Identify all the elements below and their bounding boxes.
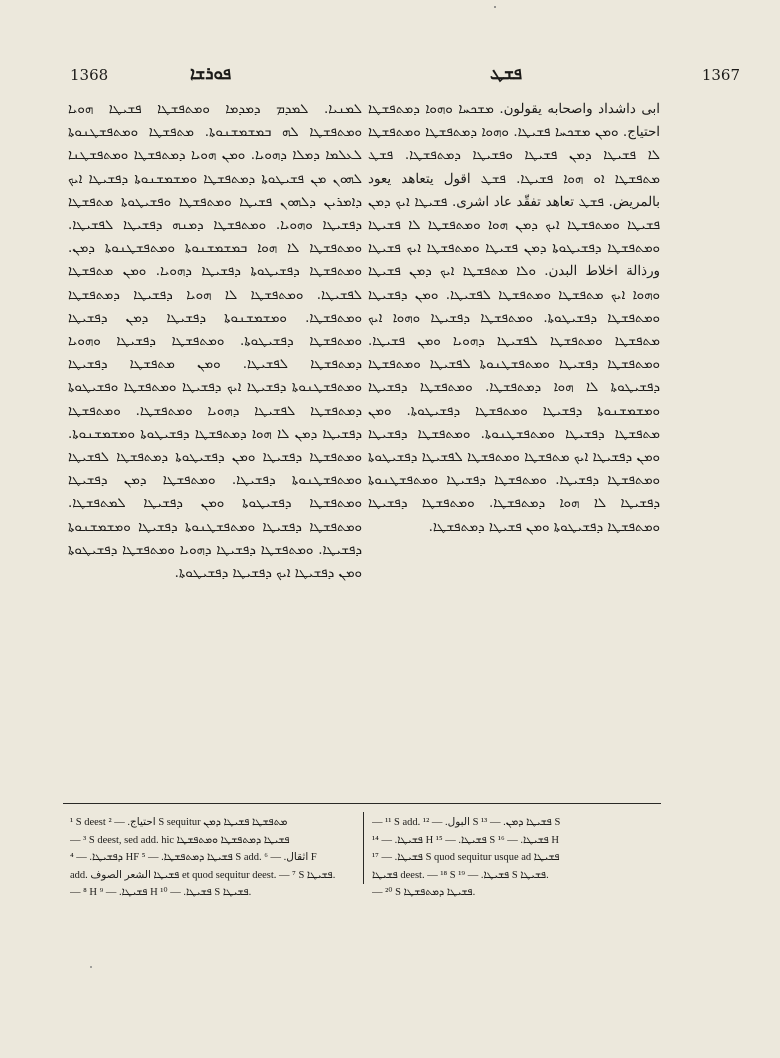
footnote-line: ¹ S deest احتياج. — ² S sequitur ܡܬܦܫܛܐ ܦܫܝܛܐ ܕܡܢ [70, 817, 288, 828]
footnote-line: ܦܫܝܛܐ deest. — ¹⁸ S ܦܫܝܛܐ. — ¹⁹ S ܦܫܝܛܐ. [372, 869, 549, 881]
footnote-line: — ²⁰ S ܦܫܝܛܐ ܕܡܬܦܫܛܐ. [372, 887, 476, 898]
footnote-line: — ³ S deest, sed add. hic ܦܫܝܛܐ ܕܡܬܦܫܛܐ ܘܡܬܦܫܛܐ [70, 834, 290, 846]
left-column [68, 98, 362, 798]
running-head-left: ܦܘܪܫܐ [190, 64, 232, 84]
footnote-line: add. ܦܫܝܛܐ الشعر الصوف et quod sequitur deest. — ⁷ S ܦܫܝܛܐ. [70, 869, 336, 881]
footnote-divider [63, 803, 661, 804]
running-head-right: ܦܫܛ [490, 64, 523, 84]
page-number-left: 1368 [70, 66, 109, 84]
page-speck [90, 966, 92, 968]
right-column [368, 98, 660, 798]
footnote-line: ܕܦܫܝܛܐ. — ⁴ HF ܦܫܝܛܐ ܕܡܬܦܫܛܐ. — ⁵ S add. اثقال. — ⁶ F [70, 852, 317, 863]
page-mark [494, 6, 496, 8]
right-column-text: ابی داشداد واصحابه يقولون. ܡܫܟܚܐ ܘܗܘܐ ܕܡܬܦܫܛܐ احتياج. ܘܡܢ ܡܫܟܚܐ ܦܫܝܛܐ. ܘܗܘܐ ܕܡܬܦܫܛܐ ܘܡܬܦܫܛܐ ܠܐ ܦܫܝܛܐ ܕܡܢ ܦܫܝܛܐ ܘܦܫܝܛܐ ܕܡܬܦܫܛܐ. ܦܫܛ ܡܬܦܫܛܐ ܐܘ ܗܘܐ ܦܫܝܛܐ. ܦܫܛ اقول يتعاهد يعود بالمريض. ܦܫܛ تعاهد تفقّد عاد اشرى. ܦܫܝܛܐ ܐܝܟ ܕܡܢ ܦܫܝܛܐ ܘܡܬܦܫܛܐ ܐܝܟ ܕܡܢ ܗܘܐ ܘܡܬܦܫܛܐ ܠܐ ܦܫܝܛܐ ܘܡܬܦܫܛܐ ܕܦܫܝܛܘܬܐ ܕܡܢ ܦܫܝܛܐ ܘܡܬܦܫܛܐ ܐܝܟ ܦܫܝܛܐ ورذالة اخلاط البدن. ܘܠܐ ܡܬܦܫܛܐ ܐܝܟ ܕܡܢ ܦܫܝܛܐ ܘܗܘܐ ܐܝܟ ܡܬܦܫܛܐ ܘܡܬܦܫܛܐ ܠܦܫܝܛܐ. ܘܡܢ ܕܦܫܝܛܐ ܘܡܬܦܫܛܐ ܕܦܫܝܛܘܬܐ. ܘܡܬܦܫܛܐ ܕܦܫܝܛܐ ܘܗܘܐ ܐܝܟ ܡܬܦܫܛܐ ܘܡܬܦܫܛܐ ܠܦܫܝܛܐ ܕܗܘܝܐ ܘܡܢ ܦܫܝܛܐ. ܘܡܬܦܫܛܐ ܕܦܫܝܛܐ ܘܡܬܦܫܛܢܘܬܐ ܠܦܫܝܛܐ ܘܡܬܦܫܛܐ ܕܦܫܝܛܘܬܐ ܠܐ ܗܘܐ ܕܡܬܦܫܛܐ. ܘܡܬܦܫܛܐ ܕܦܫܝܛܐ ܘܡܫܡܫܢܘܬܐ ܕܦܫܝܛܐ ܘܡܬܦܫܛܐ ܕܦܫܝܛܘܬܐ. ܘܡܢ ܡܬܦܫܛܐ ܕܦܫܝܛܐ ܘܡܬܦܫܛܢܘܬܐ. ܘܡܬܦܫܛܐ ܕܦܫܝܛܐ ܘܡܢ ܕܦܫܝܛܐ ܐܝܟ ܡܬܦܫܛܐ ܘܡܬܦܫܛܐ ܠܦܫܝܛܐ ܕܦܫܝܛܘܬܐ ܘܡܬܦܫܛܐ ܕܦܫܝܛܐ. ܘܡܬܦܫܛܐ ܕܦܫܝܛܐ ܘܡܬܦܫܛܢܘܬܐ ܕܦܫܝܛܐ ܠܐ ܗܘܐ ܕܡܬܦܫܛܐ. ܘܡܬܦܫܛܐ ܕܦܫܝܛܐ ܘܡܬܦܫܛܐ ܕܦܫܝܛܘܬܐ ܘܡܢ ܦܫܝܛܐ ܕܡܬܦܫܛܐ. [368, 102, 660, 535]
footnote-line: ܦܫܝܛܐ. — ¹⁷ S quod sequitur usque ad ܦܫܝܛܐ [372, 852, 560, 863]
footnote-column-divider [363, 812, 364, 884]
page-header [0, 64, 780, 92]
footnote-line: ܦܫܝܛܐ. — ¹⁴ H ܦܫܝܛܐ. — ¹⁵ S ܦܫܝܛܐ. — ¹⁶ H [372, 834, 560, 846]
footnote-line: — ⁸ H ܦܫܝܛܐ. — ⁹ H ܦܫܝܛܐ. — ¹⁰ S ܦܫܝܛܐ. [70, 887, 252, 898]
footnotes-right [372, 814, 658, 902]
footnotes-left [70, 814, 358, 902]
left-column-text: ܠܡܢܝܐ. ܠܡܕܡ ܕܡܕܡܐ ܘܡܬܦܫܛܐ ܦܫܝܛܐ ܗܘܝܐ ܘܡܬܦܫܛܐ ܠܗ ܒܡܫܡܫܢܘܬܐ. ܡܬܦܫܛܐ ܘܡܬܦܫܛܢܘܬܐ ܠܥܠܡܐ ܕܡܠܐ ܕܗܘܝܐ. ܘܡܢ ܗܘܝܐ ܕܡܬܦܫܛܐ ܘܡܬܦܫܛܢܐ ܠܗܘܢ ܡܢ ܦܫܝܛܘܬܐ ܕܡܬܦܫܛܐ ܘܡܫܡܫܢܘܬܐ ܕܦܫܝܛܐ ܐܝܟ ܕܐܡܪܝܢ ܕܠܗܘܢ ܦܫܝܛܐ ܘܡܬܦܫܛܐ ܘܦܫܝܛܘܬܐ ܡܬܦܫܛܐ ܕܦܫܝܛܐ ܘܗܘܝܐ. ܘܡܬܦܫܛܐ ܕܡܢܗ ܕܦܫܝܛܐ ܠܦܫܝܛܐ. ܘܡܬܦܫܛܐ ܠܐ ܗܘܐ ܒܡܫܡܫܢܘܬܐ ܘܡܬܦܫܛܢܘܬܐ ܕܡܢ. ܘܡܬܦܫܛܐ ܕܦܫܝܛܘܬܐ ܕܦܫܝܛܐ ܕܗܘܝܐ. ܘܡܢ ܡܬܦܫܛܐ ܠܦܫܝܛܐ. ܘܡܬܦܫܛܐ ܠܐ ܗܘܝܐ ܕܦܫܝܛܐ ܕܡܬܦܫܛܐ ܘܡܬܦܫܛܐ. ܘܡܫܡܫܢܘܬܐ ܕܦܫܝܛܐ ܕܡܢ ܕܦܫܝܛܐ ܘܡܬܦܫܛܐ ܕܦܫܝܛܘܬܐ. ܘܡܬܦܫܛܐ ܕܦܫܝܛܐ ܘܗܘܝܐ ܕܡܬܦܫܛܐ ܠܦܫܝܛܐ. ܘܡܢ ܡܬܦܫܛܐ ܕܦܫܝܛܐ ܘܡܬܦܫܛܢܘܬܐ ܕܦܫܝܛܐ ܐܝܟ ܕܦܫܝܛܐ ܘܡܬܦܫܛܐ ܘܦܫܝܛܘܬܐ ܕܡܬܦܫܛܐ ܠܦܫܝܛܐ ܕܗܘܝܐ ܘܡܬܦܫܛܐ. ܘܡܬܦܫܛܐ ܕܦܫܝܛܐ ܕܡܢ ܠܐ ܗܘܐ ܕܡܬܦܫܛܐ ܕܦܫܝܛܘܬܐ ܘܡܫܡܫܢܘܬܐ. ܘܡܬܦܫܛܐ ܕܦܫܝܛܐ ܘܡܢ ܕܦܫܝܛܘܬܐ ܕܡܬܦܫܛܐ ܠܦܫܝܛܐ ܘܡܬܦܫܛܢܘܬܐ ܕܦܫܝܛܐ. ܘܡܬܦܫܛܐ ܕܡܢ ܕܦܫܝܛܐ ܘܡܬܦܫܛܐ ܕܦܫܝܛܘܬܐ ܘܡܢ ܕܦܫܝܛܐ ܠܡܬܦܫܛܐ. ܘܡܬܦܫܛܐ ܕܦܫܝܛܐ ܘܡܬܦܫܛܢܘܬܐ ܕܦܫܝܛܐ ܘܡܫܡܫܢܘܬܐ ܕܦܫܝܛܐ. ܘܡܬܦܫܛܐ ܕܦܫܝܛܐ ܕܗܘܝܐ ܘܡܬܦܫܛܐ ܕܦܫܝܛܘܬܐ ܘܡܢ ܕܦܫܝܛܐ ܐܝܟ ܕܦܫܝܛܐ ܕܦܫܝܛܘܬܐ. [68, 102, 362, 582]
page-number-right: 1367 [701, 66, 740, 84]
footnote-line: — ¹¹ S add. البول. — ¹² S ܦܫܝܛܐ ܕܡܢ. — ¹³ S [372, 817, 561, 828]
